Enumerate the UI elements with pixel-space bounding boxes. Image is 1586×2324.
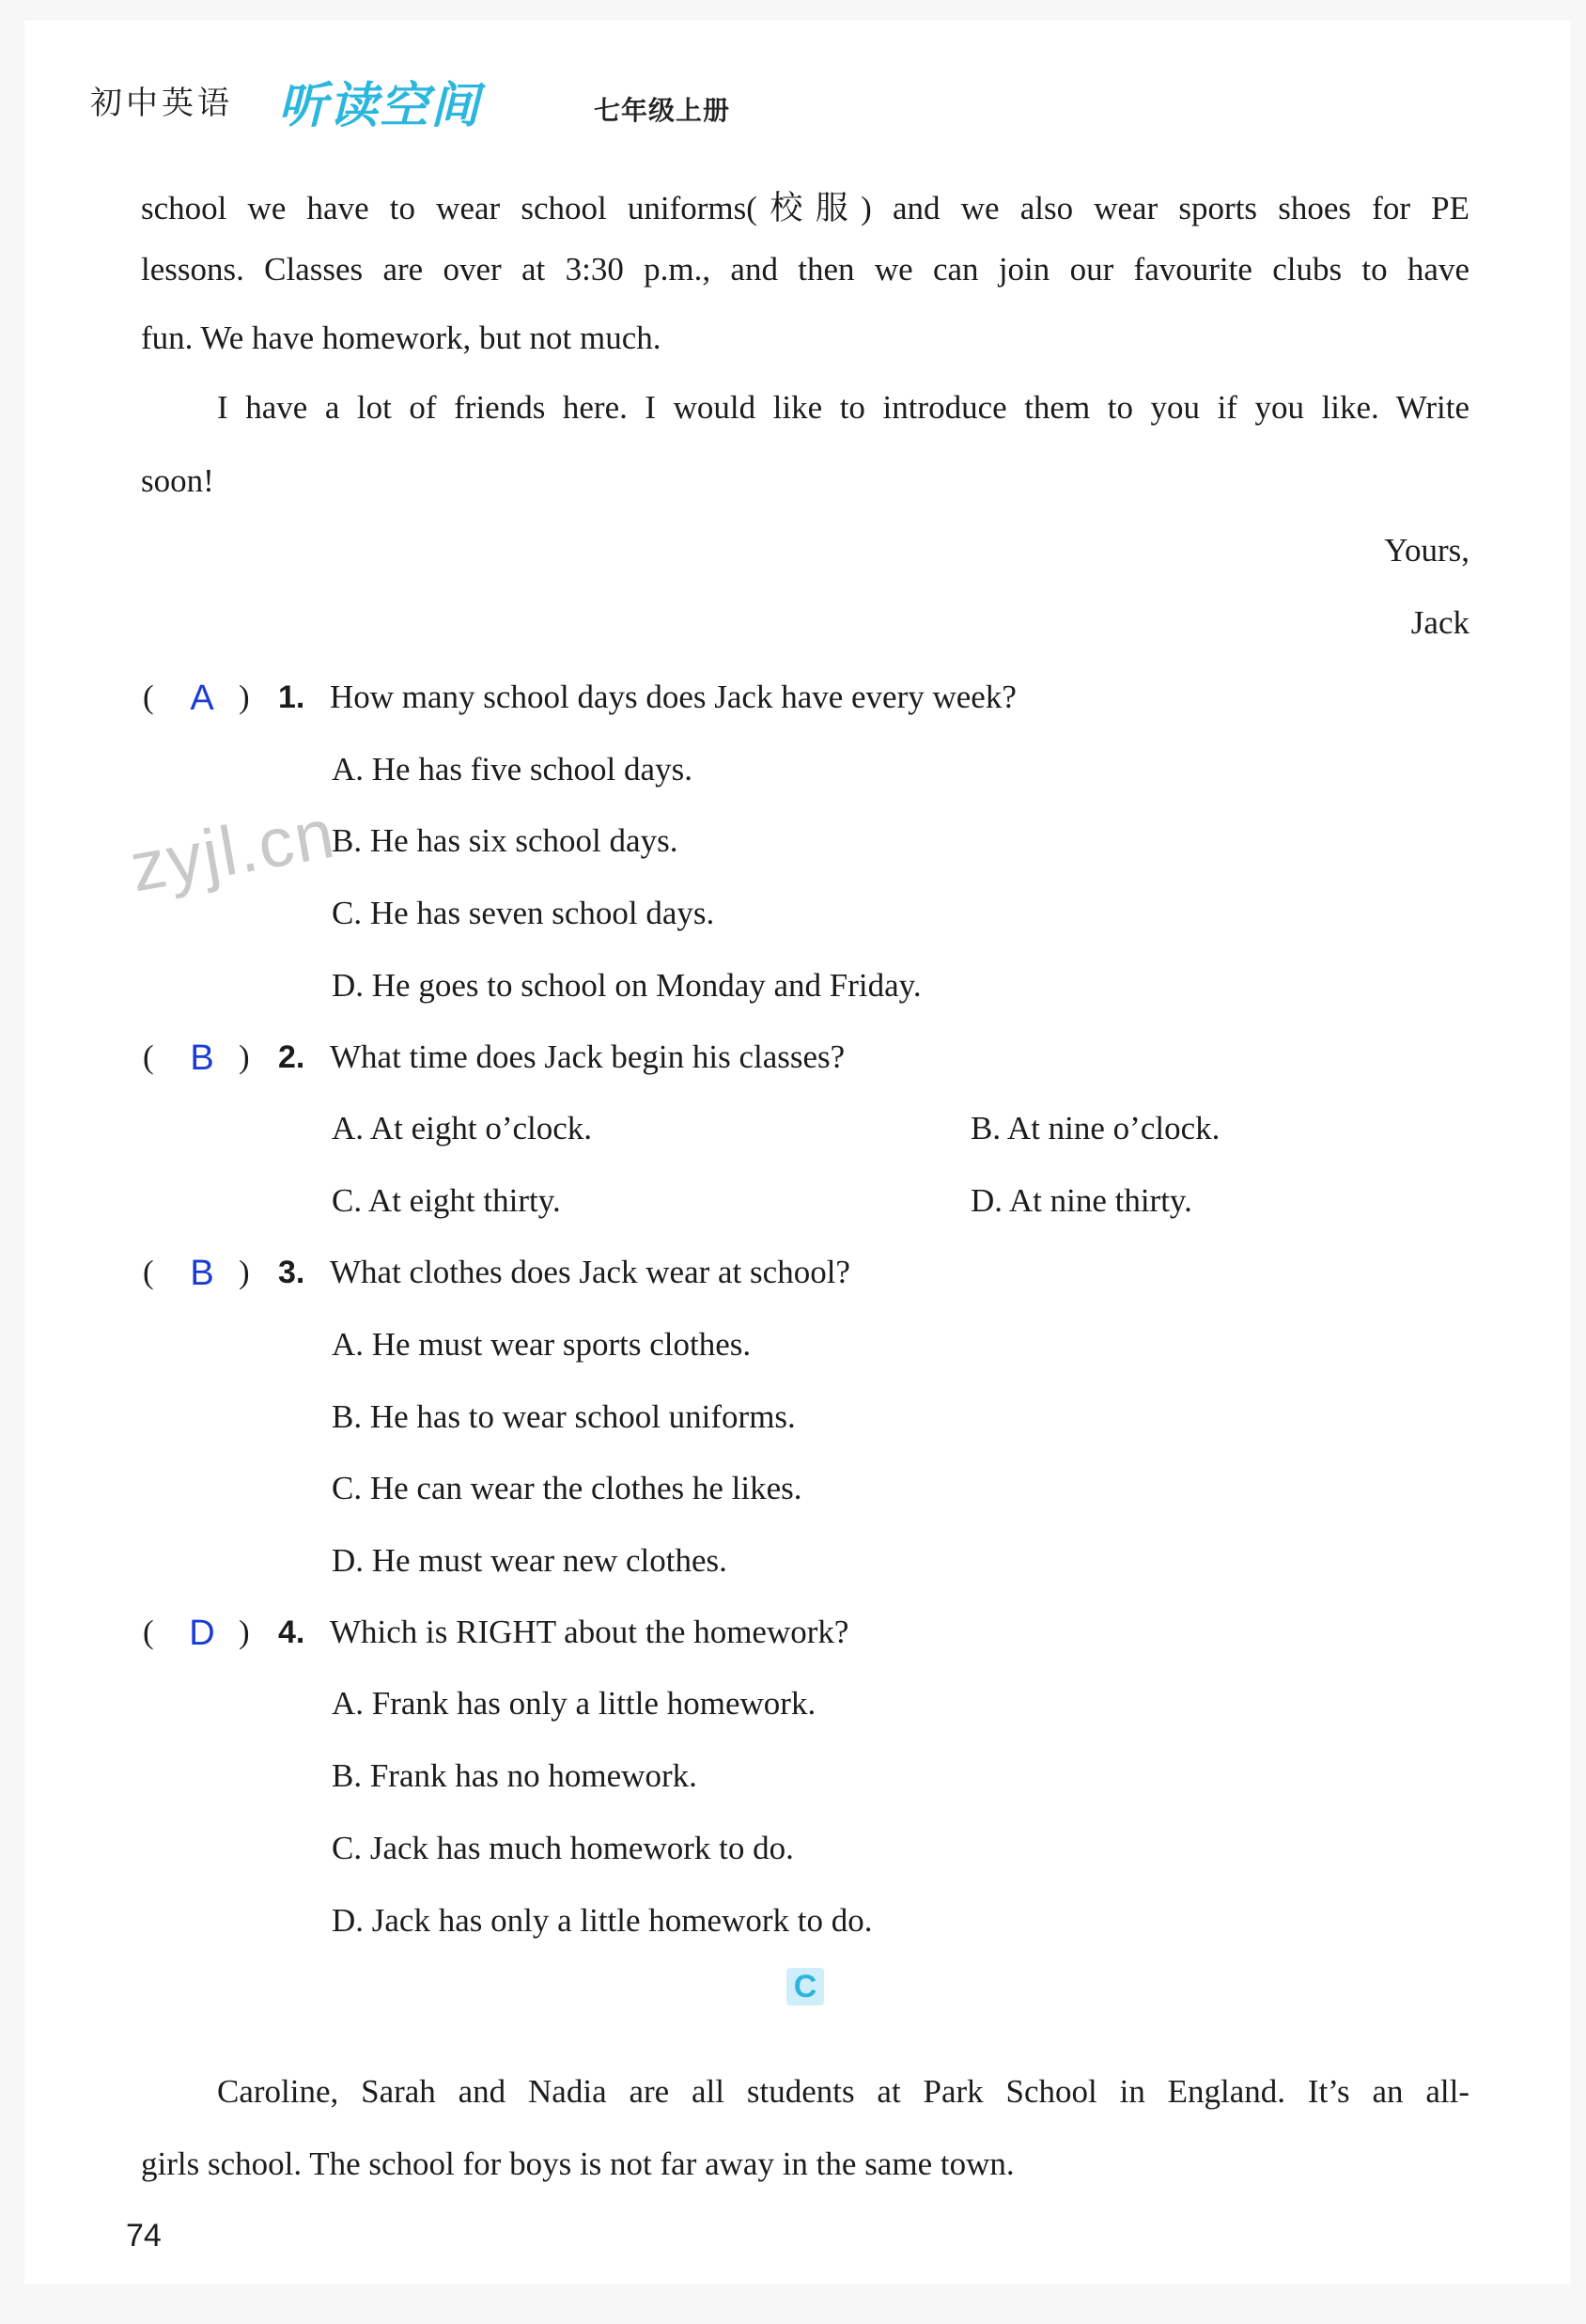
- answer-mark-2: B: [190, 1038, 214, 1078]
- q1-option-b: B. He has six school days.: [332, 822, 678, 859]
- q2-option-a: A. At eight o’clock.: [332, 1110, 593, 1146]
- q3-option-b: B. He has to wear school uniforms.: [332, 1398, 796, 1435]
- textbook-page: [24, 21, 1571, 2284]
- answer-paren-open: (: [143, 1254, 154, 1290]
- letter-signature: Jack: [1410, 604, 1469, 641]
- section-c-badge: C: [786, 1968, 824, 2005]
- passage-line-1: school we have to wear school uniforms(校服) and we also wear sports shoes for PE: [141, 190, 1469, 226]
- letter-closing: Yours,: [1384, 532, 1469, 569]
- question-number-2: 2.: [278, 1039, 305, 1075]
- q2-option-c: C. At eight thirty.: [332, 1182, 561, 1219]
- passage-line-5: soon!: [141, 462, 214, 499]
- q4-option-d: D. Jack has only a little homework to do.: [332, 1902, 873, 1939]
- question-text-3: What clothes does Jack wear at school?: [330, 1254, 850, 1290]
- answer-paren-open: (: [143, 678, 154, 715]
- question-number-3: 3.: [278, 1255, 305, 1290]
- page-number: 74: [126, 2218, 162, 2254]
- answer-mark-1: A: [190, 678, 214, 718]
- q1-option-d: D. He goes to school on Monday and Friday.: [332, 967, 922, 1004]
- q3-option-a: A. He must wear sports clothes.: [332, 1326, 752, 1363]
- question-number-4: 4.: [278, 1614, 305, 1650]
- section-c-line-2: girls school. The school for boys is not far away in the same town.: [141, 2145, 1015, 2182]
- watermark: zyjl.cn: [124, 793, 342, 907]
- question-text-1: How many school days does Jack have every week?: [330, 678, 1017, 715]
- q4-option-c: C. Jack has much homework to do.: [332, 1830, 794, 1866]
- q1-option-a: A. He has five school days.: [332, 751, 692, 788]
- answer-paren-close: ): [239, 1614, 250, 1650]
- passage-line-4: I have a lot of friends here. I would like to introduce them to you if you like. Write: [217, 389, 1469, 426]
- question-text-4: Which is RIGHT about the homework?: [330, 1614, 849, 1650]
- q3-option-d: D. He must wear new clothes.: [332, 1542, 727, 1579]
- q2-option-b: B. At nine o’clock.: [971, 1110, 1221, 1146]
- answer-mark-3: B: [190, 1254, 214, 1293]
- q3-option-c: C. He can wear the clothes he likes.: [332, 1470, 802, 1506]
- answer-paren-open: (: [143, 1038, 154, 1075]
- q4-option-b: B. Frank has no homework.: [332, 1757, 697, 1794]
- q1-option-c: C. He has seven school days.: [332, 895, 715, 931]
- q4-option-a: A. Frank has only a little homework.: [332, 1685, 816, 1722]
- answer-paren-open: (: [143, 1614, 154, 1650]
- answer-paren-close: ): [239, 1038, 250, 1075]
- passage-line-3: fun. We have homework, but not much.: [141, 320, 661, 356]
- question-text-2: What time does Jack begin his classes?: [330, 1038, 846, 1075]
- answer-paren-close: ): [239, 1254, 250, 1290]
- section-c-line-1: Caroline, Sarah and Nadia are all students at Park School in England. It’s an all-: [217, 2073, 1469, 2110]
- question-number-1: 1.: [278, 679, 305, 715]
- answer-paren-close: ): [239, 678, 250, 715]
- series-title: 初中英语: [90, 85, 233, 122]
- q2-option-d: D. At nine thirty.: [971, 1182, 1192, 1219]
- brand-logo-text: 听读空间: [278, 78, 482, 134]
- grade-label: 七年级上册: [594, 95, 731, 126]
- answer-mark-4: D: [189, 1614, 215, 1653]
- passage-line-2: lessons. Classes are over at 3:30 p.m., and then we can join our favourite clubs to have: [141, 251, 1469, 288]
